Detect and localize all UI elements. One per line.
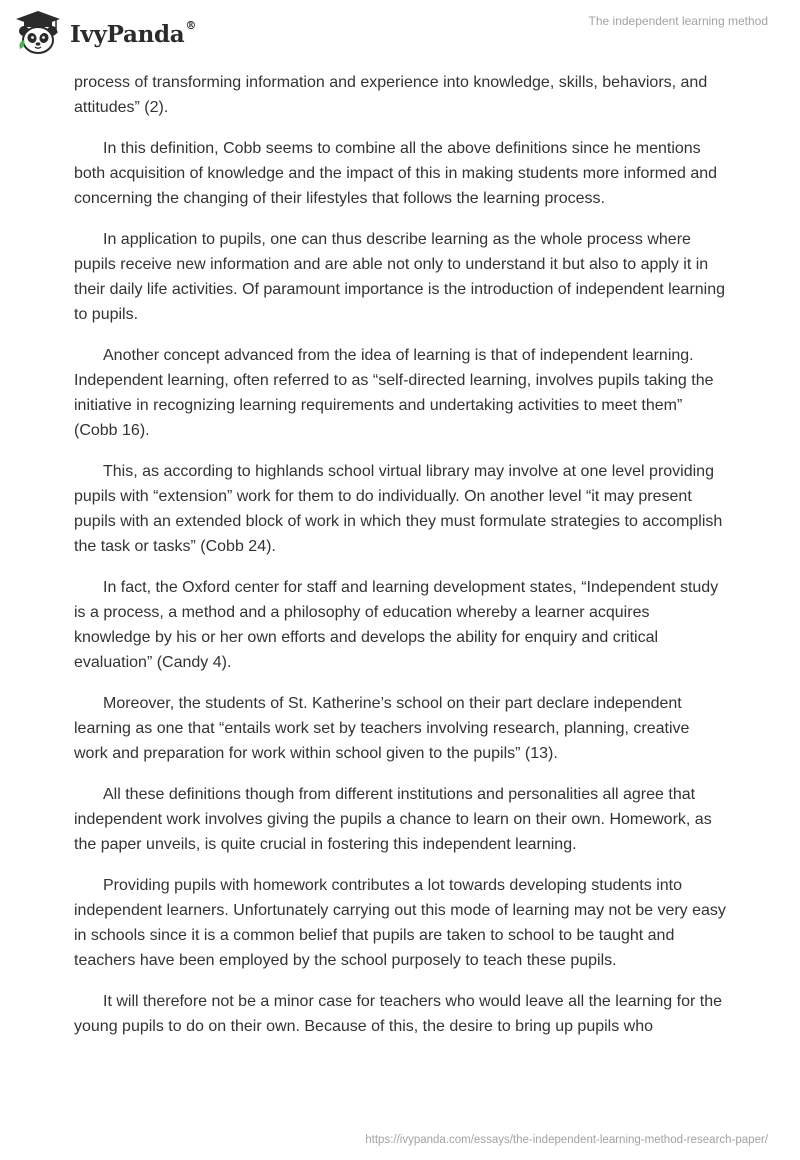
document-title: The independent learning method: [588, 14, 768, 28]
brand-name: IvyPanda®: [70, 18, 197, 48]
panda-graduate-icon: [14, 9, 62, 57]
paragraph: In application to pupils, one can thus describe learning as the whole process where pupils receive new information and are able not only to understand it but also to apply it in their daily life activities. Of paramount importance is the introduction of independent learning to pupils.: [74, 231, 726, 323]
paragraph: In fact, the Oxford center for staff and learning development states, “Independent study is a process, a method and a philosophy of education whereby a learner acquires knowledge by his or her own efforts and develops the ability for enquiry and critical evaluation” (Candy 4).: [74, 579, 719, 671]
paragraph: Moreover, the students of St. Katherine’s school on their part declare independent learning as one that “entails work set by teachers involving research, planning, creative work and preparation for work within school given to the pupils” (13).: [74, 695, 690, 762]
page-header: [0, 0, 800, 70]
paragraph: In this definition, Cobb seems to combine all the above definitions since he mentions both acquisition of knowledge and the impact of this in making students more informed and concerning the changing of their lifestyles that follows the learning process.: [74, 140, 718, 207]
paragraph: It will therefore not be a minor case for teachers who would leave all the learning for the young pupils to do on their own. Because of this, the desire to bring up pupils who: [74, 993, 722, 1035]
source-url[interactable]: https://ivypanda.com/essays/the-independent-learning-method-research-paper/: [365, 1134, 768, 1146]
paragraph: process of transforming information and experience into knowledge, skills, behaviors, and attitudes” (2).: [74, 74, 708, 116]
paragraph: Another concept advanced from the idea of learning is that of independent learning. Independent learning, often referred to as “self-directed learning, involves pupils taking the initiative in recognizing learning requirements and undertaking activities to meet them” (Cobb 16).: [74, 347, 714, 439]
ivypanda-logo[interactable]: [14, 8, 196, 58]
paragraph: This, as according to highlands school virtual library may involve at one level providing pupils with “extension” work for them to do individually. On another level “it may present pupils with an extended block of work in which they must formulate strategies to accomplish the task or tasks” (Cobb 24).: [74, 463, 723, 555]
paragraph: Providing pupils with homework contributes a lot towards developing students into independent learners. Unfortunately carrying out this mode of learning may not be very easy in schools since it is a common belief that pupils are taken to school to be taught and teachers have been employed by the school purposely to teach these pupils.: [74, 877, 726, 969]
essay-body: [74, 70, 726, 1055]
paragraph: All these definitions though from different institutions and personalities all agree that independent work involves giving the pupils a chance to learn on their own. Homework, as the paper unveils, is quite crucial in fostering this independent learning.: [74, 786, 712, 853]
